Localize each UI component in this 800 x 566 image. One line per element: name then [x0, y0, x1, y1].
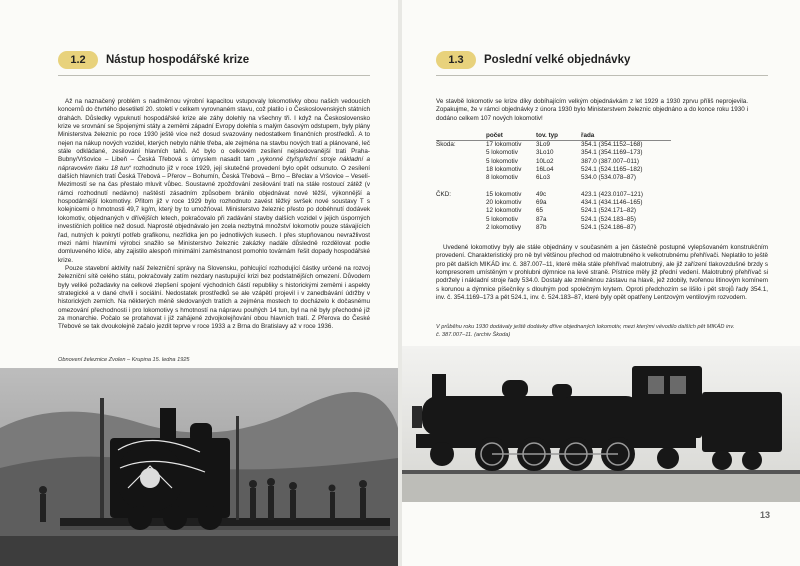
paragraph: [58, 98, 370, 265]
right-body-text: [436, 244, 768, 302]
intro-paragraph: [436, 98, 748, 123]
paragraph-text: rozhodnuto již v roce 1929, její skutečné provedení bylo opět odsunuto. O zesílení dalších hlavních tratí Česká Třebová – Přerov – Bohumín, Česká Třebová – Brno – Břeclav a Vršovice – Veselí-Mezimostí se na čas přestalo mluvit vůbec. Soustavné zpožďování zesilování tratí na stále rostoucí zátěž (v rámci rozhodnutí nedávno) naštěstí zásadním způsobem bránilo objednávat nové těžší, výkonnější a hospodárnější lokomotivy. Přitom již v roce 1929 bylo rozhodnuto zavést těžký svršek nové soustavy T s kolejnicemi o hmotnosti 49,7 kg/m, který by to umožňoval. Ministerstvo železnic přesto po dobéhnutí dodávek lokomotiv, objednaných v dřívějších letech, pokračovalo při zadávání stavby dalších vozidel v jejich úsporných investičních politice než dosud. Naprosté objednávalo jen zcela nezbytná množství lokomotiv pouze stávajících řad, nutných k pokrytí potřeb grafikonu, nezřídka jen po jednotlivých kusech. I přes stupňovanou nevražlivost mezi námi hlavními výrobci snažilo se Ministerstvo železnic zakázky nadále důsledně rozdělovat podle domluveného klíče, aby zajistilo alespoň minimální zaměstnanost pomohlo továrnám řešit dopady hospodářské krize.: [58, 164, 370, 264]
quote-text: „vykonné čtyřspřežní stroje nákladní a nápravovém tlaku 18 tun“: [58, 156, 370, 172]
section-header-1-3: [436, 50, 630, 70]
count-cell: 15 lokomotiv: [486, 190, 522, 198]
maker-cell: Škoda:: [436, 141, 456, 148]
series-cell: 524.1 (524.171–82): [581, 207, 636, 215]
table-row: [436, 174, 671, 182]
table-spacer: [436, 182, 671, 190]
series-cell: 423.1 (423.0107–121): [581, 190, 643, 198]
section-rule: [436, 75, 768, 76]
series-cell: 524.1 (524.183–85): [581, 215, 636, 223]
paragraph: Ve stavbě lokomotiv se krize díky dobíhajícím velkým objednávkám z let 1929 a 1930 zprvu příliš neprojevila. Zopakujme, že v rámci objednávky z února 1930 bylo Ministerstvem železnic objednáno a do konce roku 1930 i dodáno celkem 107 nových lokomotiv!: [436, 98, 748, 122]
series-cell: 524.1 (524.1165–182): [581, 165, 643, 173]
left-page: [0, 0, 398, 566]
orders-table: [436, 132, 671, 232]
maker-cell: ČKD:: [436, 190, 452, 198]
type-cell: 65: [536, 207, 544, 215]
count-cell: 18 lokomotiv: [486, 165, 522, 173]
paragraph: Uvedené lokomotivy byly ale stále objednány v současném a jen částečně postupné vylepšovaném konstrukčním provedení. Charakteristický pro ně byl většinou přechod od malotrubného k velkotrubnému přehřívači. Neplatilo to ještě pro pět dalších MIKÁD inv. č. 387.007–11, které měla stále přehřívač malotrubný, ale již zařízení tlakovzdušné brzdy s kompresorem umístěným v prohlubni dýmnice na levé straně. Pístnice měly již přední vedení. Malotrubný přehřívač si podržely i nákladní stroje řady 534.0. Dostaly ale změněnou zástavu na hlavě, jež zdobily, tvořenou litinovým komínem s korunou a dýmnice píšečníky s dlouhým pod společným krytem. Oproti předchozím se lišilo i pět strojů řady 354.1, inv. č. 354.1169–173 a pět 524.1, inv. č. 524.183–87, které byly opět opatřeny Lentzovým ventilovým rozvodem.: [436, 244, 768, 302]
paragraph-text: Až na naznačený problém s nadměrnou výrobní kapacitou vstupovaly lokomotivky obou našich vedoucích koncernů do čtvrtého desetiletí 20. století v celkem vyrovnaném stavu, což platilo i o Československých státních drahách. Důsledky vypuknutí hospodářské krize ale záhy dolehly na všechny tři. I když na Československo krize ve srovnání se Spojenými státy a zeměmi západní Evropy dolehla s malým časovým odstupem, byly plány Ministerstva železnic po roce 1930 ještě více než dosud svazovány nedostatkem finančních prostředků. A to nejen na nákup nových vozidel, kterých nebylo náhle třeba, ale zejména na stavbu nových tratí a plánované, leč stále odkládané, zesilování hlavních tahů. Ač bylo o celkovém zesílení nejsledovanější trati Praha-Bubny/Vršovice – Libeň – Česká Třebová s úmyslem nasadit tam: [58, 98, 370, 164]
type-cell: 16Lo4: [536, 165, 554, 173]
table-header-row: [436, 132, 671, 141]
table-row: [436, 158, 671, 166]
column-header: [436, 132, 486, 141]
count-cell: 5 lokomotiv: [486, 157, 518, 165]
series-cell: 387.0 (387.007–011): [581, 157, 640, 165]
count-cell: 17 lokomotiv: [486, 141, 522, 148]
type-cell: 49c: [536, 190, 547, 198]
column-header: tov. typ: [536, 132, 581, 141]
column-header: počet: [486, 132, 536, 141]
type-cell: 6Lo3: [536, 174, 551, 182]
table-row: [436, 191, 671, 199]
type-cell: 3Lo10: [536, 149, 554, 157]
section-title: Nástup hospodářské krize: [106, 54, 250, 66]
count-cell: 5 lokomotiv: [486, 215, 518, 223]
photo-caption: V průběhu roku 1930 dodávaly ještě dodávky dříve objednaných lokomotiv, mezi kterými vévodilo dalších pět MIKÁD inv. č. 387.007–11. (archiv Škoda): [436, 324, 735, 338]
table-row: [436, 141, 671, 150]
count-cell: 8 lokomotiv: [486, 174, 518, 182]
right-page: [402, 0, 800, 566]
series-cell: 354.1 (354.1169–173): [581, 149, 643, 157]
type-cell: 69a: [536, 199, 547, 207]
table-row: [436, 166, 671, 174]
section-rule: [58, 75, 370, 76]
left-body-text: [58, 98, 370, 332]
section-title: Poslední velké objednávky: [484, 54, 631, 66]
series-cell: 534.0 (534.078–87): [581, 174, 636, 182]
section-number: 1.2: [58, 51, 98, 69]
count-cell: 2 lokomotivy: [486, 223, 521, 231]
table-row: [436, 224, 671, 232]
type-cell: 10Lo2: [536, 157, 554, 165]
column-header: řada: [581, 132, 671, 141]
type-cell: 87b: [536, 223, 547, 231]
series-cell: 524.1 (524.186–87): [581, 223, 636, 231]
count-cell: 12 lokomotiv: [486, 207, 522, 215]
section-header-1-2: [58, 50, 249, 70]
series-cell: 434.1 (434.1146–165): [581, 199, 643, 207]
count-cell: 20 lokomotiv: [486, 199, 522, 207]
table-row: [436, 149, 671, 157]
type-cell: 87a: [536, 215, 547, 223]
table-row: [436, 216, 671, 224]
section-number: 1.3: [436, 51, 476, 69]
table-row: [436, 207, 671, 215]
page-number: 13: [759, 510, 770, 520]
photo-caption: Obnovení železnice Zvolen – Krupina 15. ledna 1925: [58, 357, 190, 363]
paragraph: Pouze stavební aktivity naší železniční správy na Slovensku, pohlcující rozhodující částky určené na rozvoj železniční sítě celého státu, pokračovaly zatím nezdary nastupující krizi bez podstatnějších omezení. Důvodem byly veliké požadavky na celkové zlepšení spojení východních částí republiky s historickými zeměmi i aspekty strategické a v dané chvíli i sociální. Nedostatek prostředků se ale vzápětí projevil i v zanedbávání údržby v historických zemích. Na některých méně sledovaných tratích a zejména mostech to docházelo k dočasnému omezování přechodnosti i pro lokomotivy s hmotností na nápravu pouhých 14 tun, byl na ně byly přechodné již za monarchie. Počalo se protahovat i již zahájené zdvojkolejňování obou hlavních tratí. Z Přerova do České Třebové se tak dvoukolejně začalo jezdit teprve v roce 1933 a z Brna do Bratislavy až v roce 1936.: [58, 264, 370, 331]
locomotive-photo: [402, 346, 800, 502]
type-cell: 3Lo9: [536, 141, 551, 148]
series-cell: 354.1 (354.1152–168): [581, 141, 643, 148]
count-cell: 5 lokomotiv: [486, 149, 518, 157]
train-ceremony-photo: [0, 368, 398, 566]
table-row: [436, 199, 671, 207]
